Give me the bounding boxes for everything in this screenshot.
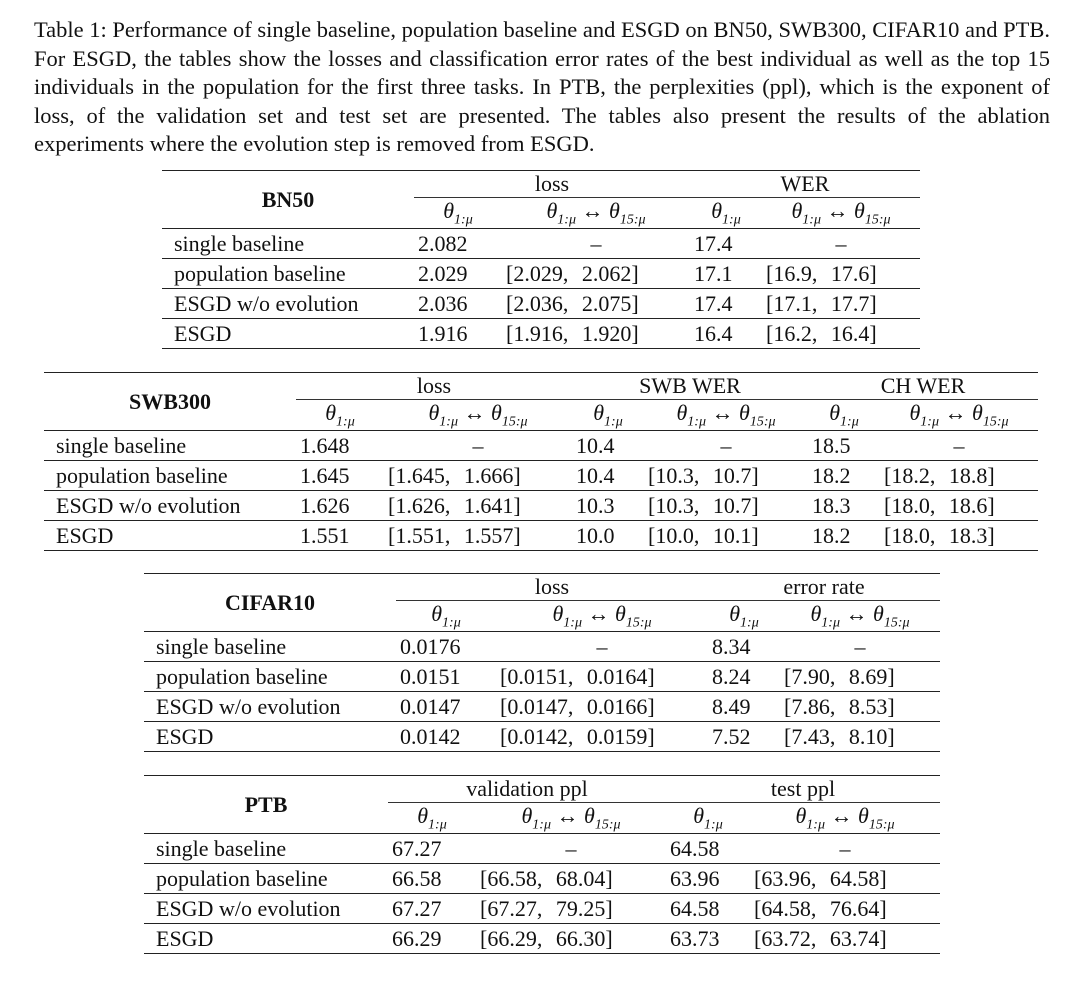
table-cell: –: [762, 229, 920, 259]
table-cell: [16.2, 16.4]: [762, 319, 920, 349]
col-header-top15: $\theta_{1:\mu}$ ↔ $\theta_{15:\mu}$: [384, 400, 572, 431]
table-cell: [17.1, 17.7]: [762, 289, 920, 319]
swb300-table: [44, 372, 1038, 551]
table-cell: [1.626, 1.641]: [384, 491, 572, 521]
method-label: ESGD: [162, 319, 414, 349]
table-cell: [10.3, 10.7]: [644, 461, 808, 491]
table-cell: [0.0147, 0.0166]: [496, 692, 708, 722]
table-cell: 1.645: [296, 461, 384, 491]
col-header-best: $\theta_{1:\mu}$: [808, 400, 880, 431]
table-cell: [18.2, 18.8]: [880, 461, 1038, 491]
table-caption: Table 1: Performance of single baseline, population baseline and ESGD on BN50, SWB300, CIFAR10 and PTB. For ESGD, the tables show the losses and classification error rates of the best individual as well as the top 15 individuals in the population for the first three tasks. In PTB, the perplexities (ppl), which is the exponent of loss, of the validation set and test set are presented. The tables also present the results of the ablation experiments where the evolution step is removed from ESGD.: [34, 17, 1050, 156]
table-cell: 17.1: [690, 259, 762, 289]
table-cell: 0.0142: [396, 722, 496, 752]
table-cell: 67.27: [388, 834, 476, 864]
table-cell: 8.49: [708, 692, 780, 722]
table-cell: [7.90, 8.69]: [780, 662, 940, 692]
method-label: single baseline: [144, 834, 388, 864]
table-cell: 10.4: [572, 431, 644, 461]
table-cell: 63.96: [666, 864, 750, 894]
group-header: CH WER: [808, 373, 1038, 400]
method-label: population baseline: [162, 259, 414, 289]
table-cell: 18.2: [808, 461, 880, 491]
table-cell: [2.029, 2.062]: [502, 259, 690, 289]
table-cell: 64.58: [666, 894, 750, 924]
table-cell: 0.0147: [396, 692, 496, 722]
method-label: population baseline: [144, 662, 396, 692]
cifar10-table: [144, 573, 940, 752]
table-cell: –: [880, 431, 1038, 461]
table-cell: [67.27, 79.25]: [476, 894, 666, 924]
table-cell: 67.27: [388, 894, 476, 924]
col-header-best: $\theta_{1:\mu}$: [708, 601, 780, 632]
group-header: WER: [690, 171, 920, 198]
col-header-top15: $\theta_{1:\mu}$ ↔ $\theta_{15:\mu}$: [880, 400, 1038, 431]
table-cell: [63.72, 63.74]: [750, 924, 940, 954]
col-header-best: $\theta_{1:\mu}$: [690, 198, 762, 229]
method-label: ESGD w/o evolution: [162, 289, 414, 319]
table-cell: 17.4: [690, 229, 762, 259]
table-cell: 7.52: [708, 722, 780, 752]
bn50-table: [162, 170, 920, 349]
table-cell: 2.082: [414, 229, 502, 259]
table-cell: –: [750, 834, 940, 864]
ptb-table: [144, 775, 940, 954]
method-label: population baseline: [44, 461, 296, 491]
table-cell: 8.34: [708, 632, 780, 662]
col-header-top15: $\theta_{1:\mu}$ ↔ $\theta_{15:\mu}$: [644, 400, 808, 431]
table-cell: 16.4: [690, 319, 762, 349]
dataset-name: SWB300: [44, 373, 296, 431]
table-cell: 63.73: [666, 924, 750, 954]
method-label: ESGD: [44, 521, 296, 551]
col-header-top15: $\theta_{1:\mu}$ ↔ $\theta_{15:\mu}$: [750, 803, 940, 834]
table-cell: [66.29, 66.30]: [476, 924, 666, 954]
dataset-name: BN50: [162, 171, 414, 229]
group-header: SWB WER: [572, 373, 808, 400]
method-label: population baseline: [144, 864, 388, 894]
table-cell: 0.0176: [396, 632, 496, 662]
col-header-top15: $\theta_{1:\mu}$ ↔ $\theta_{15:\mu}$: [780, 601, 940, 632]
col-header-best: $\theta_{1:\mu}$: [388, 803, 476, 834]
col-header-best: $\theta_{1:\mu}$: [414, 198, 502, 229]
group-header: validation ppl: [388, 776, 666, 803]
group-header: loss: [414, 171, 690, 198]
method-label: ESGD w/o evolution: [144, 894, 388, 924]
col-header-top15: $\theta_{1:\mu}$ ↔ $\theta_{15:\mu}$: [496, 601, 708, 632]
method-label: single baseline: [44, 431, 296, 461]
table-cell: 1.916: [414, 319, 502, 349]
method-label: ESGD w/o evolution: [144, 692, 396, 722]
table-cell: 8.24: [708, 662, 780, 692]
table-cell: –: [644, 431, 808, 461]
table-cell: [63.96, 64.58]: [750, 864, 940, 894]
dataset-name: PTB: [144, 776, 388, 834]
table-cell: [66.58, 68.04]: [476, 864, 666, 894]
dataset-name: CIFAR10: [144, 574, 396, 632]
col-header-best: $\theta_{1:\mu}$: [666, 803, 750, 834]
method-label: ESGD w/o evolution: [44, 491, 296, 521]
col-header-top15: $\theta_{1:\mu}$ ↔ $\theta_{15:\mu}$: [502, 198, 690, 229]
table-cell: [1.645, 1.666]: [384, 461, 572, 491]
col-header-top15: $\theta_{1:\mu}$ ↔ $\theta_{15:\mu}$: [762, 198, 920, 229]
table-cell: 0.0151: [396, 662, 496, 692]
table-cell: 1.648: [296, 431, 384, 461]
table-cell: 1.551: [296, 521, 384, 551]
col-header-top15: $\theta_{1:\mu}$ ↔ $\theta_{15:\mu}$: [476, 803, 666, 834]
table-cell: 66.58: [388, 864, 476, 894]
col-header-best: $\theta_{1:\mu}$: [572, 400, 644, 431]
table-cell: 17.4: [690, 289, 762, 319]
table-cell: [64.58, 76.64]: [750, 894, 940, 924]
table-cell: 1.626: [296, 491, 384, 521]
table-cell: [1.916, 1.920]: [502, 319, 690, 349]
table-cell: [10.3, 10.7]: [644, 491, 808, 521]
table-cell: [18.0, 18.6]: [880, 491, 1038, 521]
table-cell: –: [496, 632, 708, 662]
group-header: loss: [396, 574, 708, 601]
table-cell: –: [384, 431, 572, 461]
col-header-best: $\theta_{1:\mu}$: [396, 601, 496, 632]
table-cell: 2.029: [414, 259, 502, 289]
table-cell: –: [780, 632, 940, 662]
table-cell: [0.0151, 0.0164]: [496, 662, 708, 692]
group-header: error rate: [708, 574, 940, 601]
table-cell: 10.3: [572, 491, 644, 521]
table-cell: [10.0, 10.1]: [644, 521, 808, 551]
col-header-best: $\theta_{1:\mu}$: [296, 400, 384, 431]
group-header: test ppl: [666, 776, 940, 803]
table-cell: 64.58: [666, 834, 750, 864]
table-cell: 18.5: [808, 431, 880, 461]
table-cell: 10.0: [572, 521, 644, 551]
table-cell: 10.4: [572, 461, 644, 491]
table-cell: [18.0, 18.3]: [880, 521, 1038, 551]
table-cell: 18.2: [808, 521, 880, 551]
table-cell: 2.036: [414, 289, 502, 319]
method-label: single baseline: [144, 632, 396, 662]
method-label: single baseline: [162, 229, 414, 259]
method-label: ESGD: [144, 924, 388, 954]
method-label: ESGD: [144, 722, 396, 752]
table-cell: [7.43, 8.10]: [780, 722, 940, 752]
table-cell: 18.3: [808, 491, 880, 521]
table-cell: [7.86, 8.53]: [780, 692, 940, 722]
table-cell: [0.0142, 0.0159]: [496, 722, 708, 752]
table-cell: [2.036, 2.075]: [502, 289, 690, 319]
table-cell: –: [476, 834, 666, 864]
table-cell: [1.551, 1.557]: [384, 521, 572, 551]
table-cell: [16.9, 17.6]: [762, 259, 920, 289]
group-header: loss: [296, 373, 572, 400]
table-cell: –: [502, 229, 690, 259]
table-cell: 66.29: [388, 924, 476, 954]
